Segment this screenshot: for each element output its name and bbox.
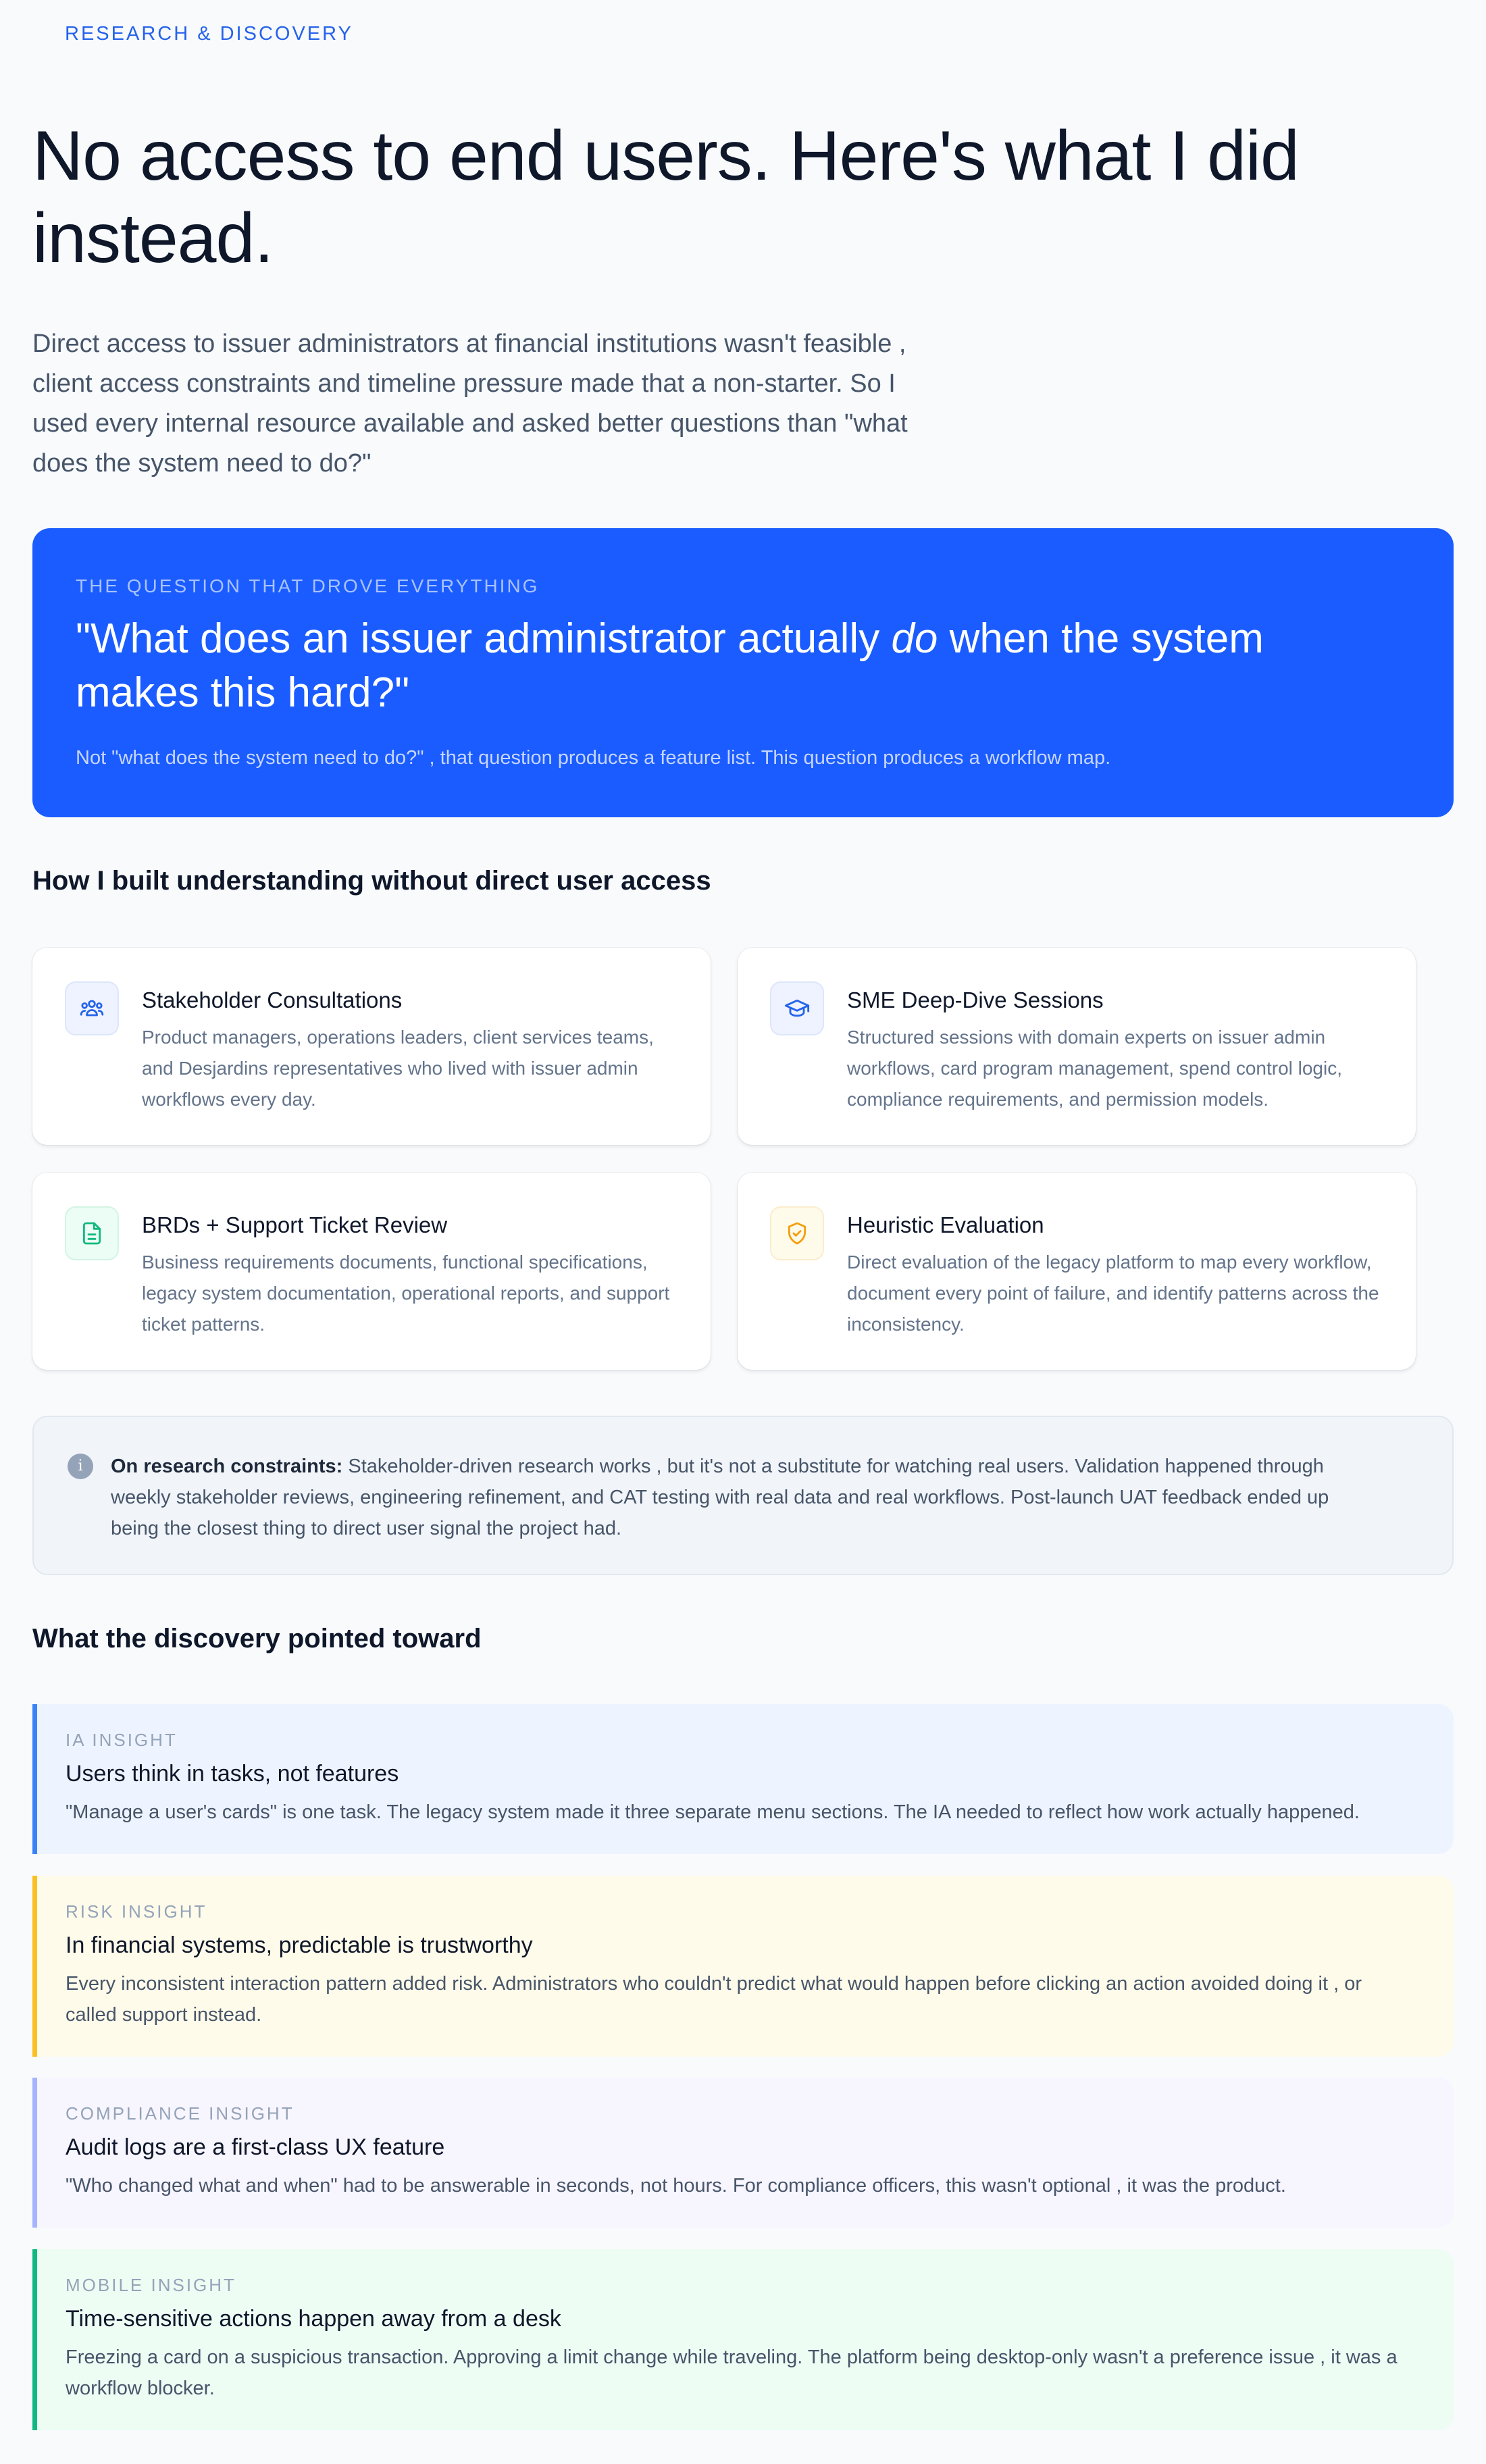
insight-eyebrow: COMPLIANCE INSIGHT	[66, 2103, 294, 2124]
insight-title: Users think in tasks, not features	[66, 1761, 399, 1787]
method-description: Business requirements documents, functional specifications, legacy system documentation, operational reports, and support ticket patterns.	[142, 1252, 670, 1335]
question-text-part: "What does an issuer administrator actually	[76, 615, 892, 662]
method-card-sme-sessions	[738, 948, 1416, 1145]
insight-eyebrow: IA INSIGHT	[66, 1730, 178, 1750]
insight-description: "Who changed what and when" had to be answerable in seconds, not hours. For compliance officers, this wasn't optional , it was the product.	[66, 2175, 1286, 2197]
question-emphasis: do	[891, 615, 938, 662]
insight-description: Every inconsistent interaction pattern added risk. Administrators who couldn't predict what would happen before clicking an action avoided doing it , or called support instead.	[66, 1973, 1362, 2026]
question-card	[32, 528, 1454, 817]
insight-description: "Manage a user's cards" is one task. The legacy system made it three separate menu sections. The IA needed to reflect how work actually happened.	[66, 1801, 1360, 1823]
insights-heading: What the discovery pointed toward	[32, 1624, 482, 1653]
method-title: Stakeholder Consultations	[142, 987, 403, 1012]
insight-title: Time-sensitive actions happen away from a desk	[66, 2306, 561, 2332]
insight-mobile	[32, 2249, 1454, 2430]
info-icon: i	[68, 1454, 93, 1479]
eyebrow: RESEARCH & DISCOVERY	[65, 23, 353, 45]
insight-risk	[32, 1876, 1454, 2057]
method-title: Heuristic Evaluation	[847, 1212, 1044, 1237]
method-description: Direct evaluation of the legacy platform to map every workflow, document every point of failure, and identify patterns across the inconsistency.	[847, 1252, 1379, 1335]
constraint-text: Stakeholder-driven research works , but it's not a substitute for watching real users. Validation happened through weekly stakeholder reviews, engineering refinement, and CAT testing with real data and real workflows. Post-launch UAT feedback ended up being the closest thing to direct user signal the project had.	[111, 1456, 1329, 1539]
document-icon	[65, 1206, 119, 1260]
page-title: No access to end users. Here's what I did instead.	[32, 117, 1299, 278]
insight-eyebrow: RISK INSIGHT	[66, 1901, 207, 1922]
question-text	[76, 612, 1264, 720]
method-card-brds-support	[32, 1173, 711, 1370]
methods-heading: How I built understanding without direct user access	[32, 866, 711, 896]
graduation-cap-icon	[770, 981, 824, 1035]
method-card-stakeholder-consultations	[32, 948, 711, 1145]
method-body	[142, 981, 684, 1145]
question-eyebrow: THE QUESTION THAT DROVE EVERYTHING	[76, 575, 540, 596]
method-description: Product managers, operations leaders, client services teams, and Desjardins representatives who lived with issuer admin workflows every day.	[142, 1027, 654, 1110]
intro-paragraph: Direct access to issuer administrators at financial institutions wasn't feasible , client access constraints and timeline pressure made that a non-starter. So I used every internal resource available and asked better questions than "what does the system need to do?"	[32, 330, 908, 478]
question-note: Not "what does the system need to do?" , that question produces a feature list. This question produces a workflow map.	[76, 747, 1111, 769]
method-body	[847, 1206, 1389, 1370]
insight-title: Audit logs are a first-class UX feature	[66, 2134, 445, 2160]
method-title: BRDs + Support Ticket Review	[142, 1212, 448, 1237]
people-icon	[65, 981, 119, 1035]
insight-description: Freezing a card on a suspicious transaction. Approving a limit change while traveling. The platform being desktop-only wasn't a preference issue , it was a workflow blocker.	[66, 2346, 1398, 2399]
insight-compliance	[32, 2078, 1454, 2228]
insight-ia	[32, 1704, 1454, 1854]
constraint-note	[32, 1416, 1454, 1575]
insight-eyebrow: MOBILE INSIGHT	[66, 2275, 236, 2295]
method-title: SME Deep-Dive Sessions	[847, 987, 1104, 1012]
shield-check-icon	[770, 1206, 824, 1260]
insight-title: In financial systems, predictable is trustworthy	[66, 1932, 533, 1958]
constraint-lead: On research constraints:	[111, 1456, 343, 1477]
method-body	[847, 981, 1389, 1145]
question-text-part: when the system makes this hard?"	[76, 615, 1264, 716]
method-card-heuristic-evaluation	[738, 1173, 1416, 1370]
method-description: Structured sessions with domain experts on issuer admin workflows, card program management, spend control logic, compliance requirements, and permission models.	[847, 1027, 1343, 1110]
method-body	[142, 1206, 684, 1370]
